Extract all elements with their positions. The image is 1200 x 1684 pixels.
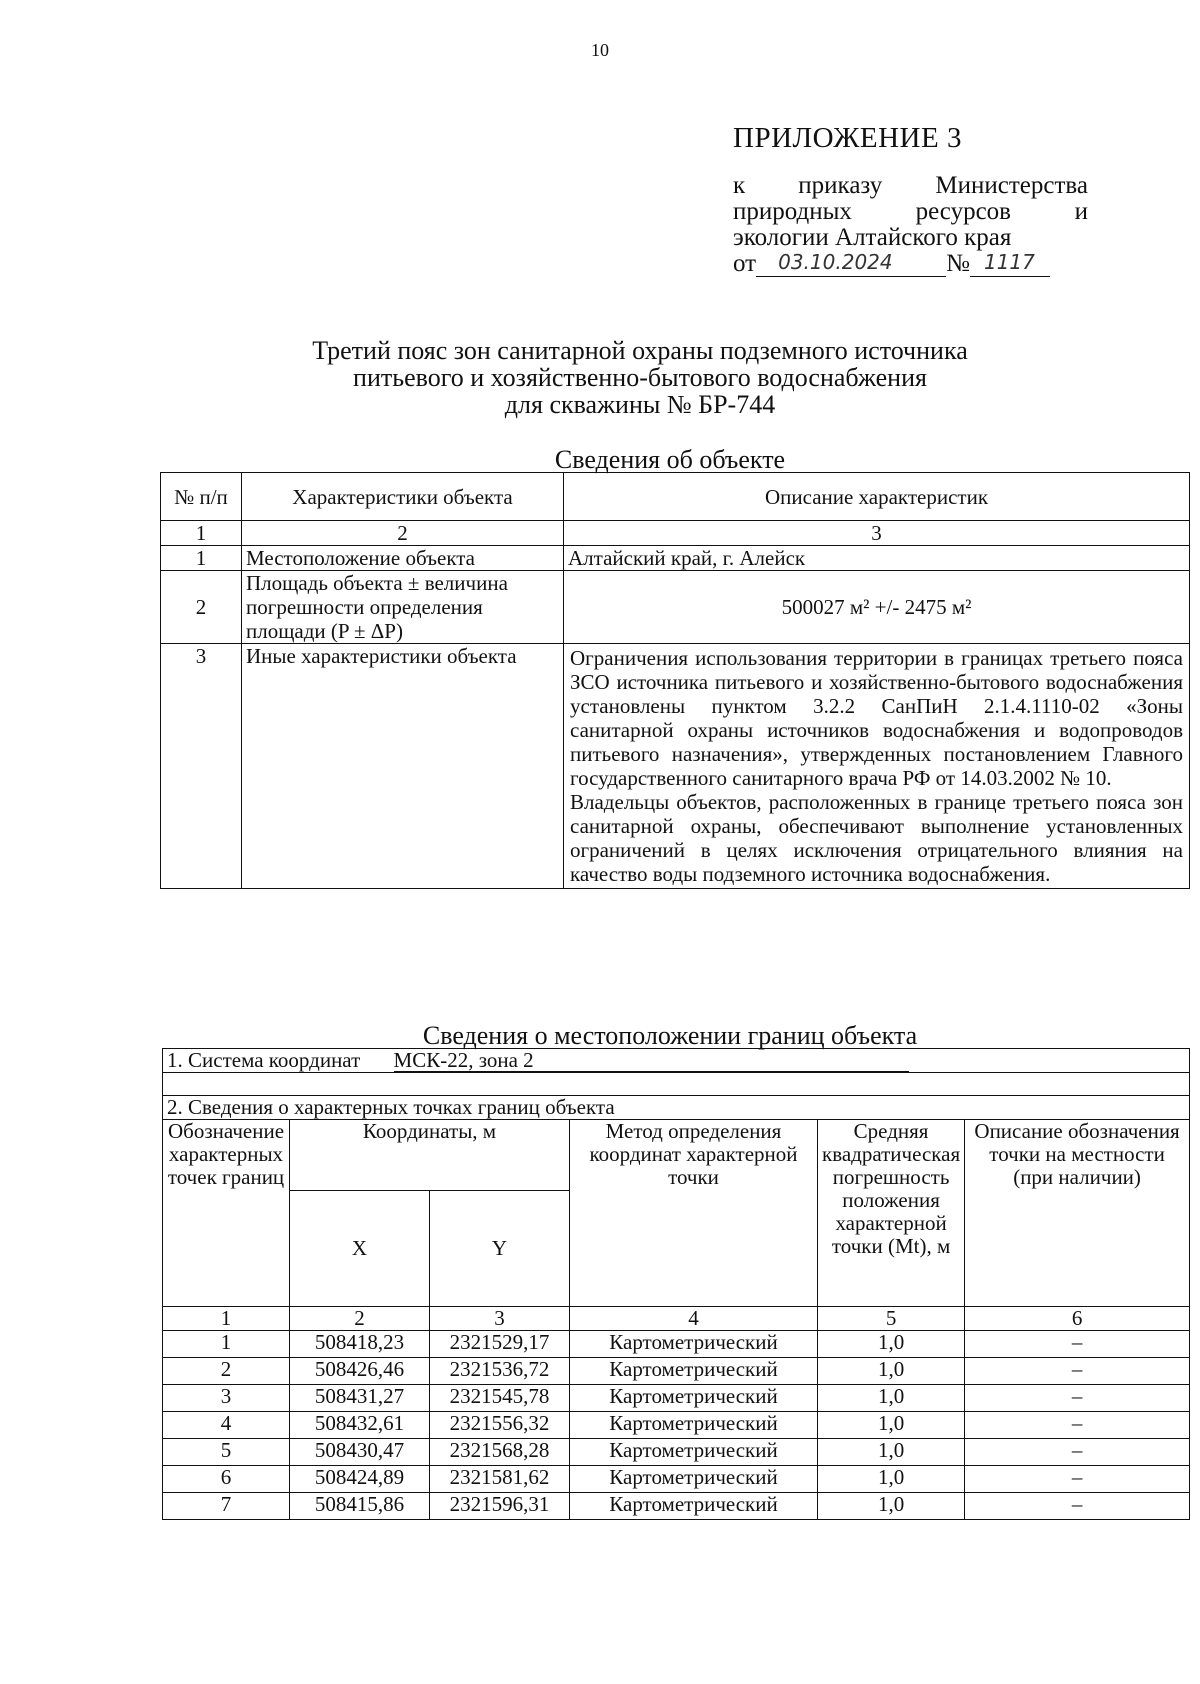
date-field [756, 252, 946, 277]
from-label: от [733, 250, 757, 277]
point-description: – [965, 1439, 1190, 1466]
appendix-line-2 [733, 199, 1088, 225]
point-id: 3 [163, 1385, 290, 1412]
row-desc: 500027 м² +/- 2475 м² [564, 571, 1190, 644]
appendix-word: Министерства [935, 172, 1088, 199]
point-y: 2321536,72 [430, 1358, 570, 1385]
header-cell: Описание характеристик [564, 473, 1190, 521]
appendix-word: и [1074, 198, 1088, 225]
header-number: 2 [290, 1307, 430, 1331]
point-error: 1,0 [818, 1385, 965, 1412]
appendix-word: к [733, 172, 746, 199]
point-description: – [965, 1385, 1190, 1412]
coord-system-row [163, 1049, 1190, 1073]
object-info-title: Сведения об объекте [554, 445, 786, 474]
appendix-line-3: экологии Алтайского края [733, 224, 1012, 251]
appendix-signature-line [733, 251, 1088, 277]
point-description: – [965, 1331, 1190, 1358]
appendix-word: приказу [798, 172, 883, 199]
boundary-points-table [162, 1048, 1190, 1520]
table-row [161, 546, 1190, 571]
point-description: – [965, 1412, 1190, 1439]
boundary-info-title: Сведения о местоположении границ объекта [422, 1021, 918, 1050]
header-number: 3 [430, 1307, 570, 1331]
row-number: 3 [161, 644, 242, 889]
handwritten-number: 1117 [983, 250, 1035, 274]
point-error: 1,0 [818, 1412, 965, 1439]
page-number: 10 [591, 40, 609, 60]
header-number: 1 [161, 521, 242, 546]
point-method: Картометрический [570, 1466, 818, 1493]
header-cell: Характеристики объекта [242, 473, 564, 521]
appendix-word: ресурсов [915, 198, 1011, 225]
point-id: 2 [163, 1358, 290, 1385]
coord-system-value: МСК-22, зона 2 [394, 1049, 909, 1072]
points-body [163, 1331, 1190, 1520]
table-row [161, 644, 1190, 889]
desc-paragraph: Владельцы объектов, расположенных в границе третьего пояса зон санитарной охраны, обеспечивают выполнение установленных ограничений в целях исключения отрицательного влияния на качество воды подземного источника водоснабжения. [570, 790, 1183, 886]
points-label-row [163, 1096, 1190, 1120]
header-number: 5 [818, 1307, 965, 1331]
row-name: Иные характеристики объекта [242, 644, 564, 889]
point-x: 508431,27 [290, 1385, 430, 1412]
spacer-row [163, 1073, 1190, 1096]
number-field [970, 252, 1050, 277]
point-description: – [965, 1358, 1190, 1385]
header-cell: № п/п [161, 473, 242, 521]
appendix-line-1 [733, 173, 1088, 199]
table-row [163, 1466, 1190, 1493]
point-y: 2321556,32 [430, 1412, 570, 1439]
row-desc [564, 644, 1190, 889]
row-number: 2 [161, 571, 242, 644]
point-error: 1,0 [818, 1439, 965, 1466]
point-y: 2321545,78 [430, 1385, 570, 1412]
point-method: Картометрический [570, 1439, 818, 1466]
point-error: 1,0 [818, 1331, 965, 1358]
table-row [163, 1358, 1190, 1385]
table-row [163, 1439, 1190, 1466]
table-row [163, 1331, 1190, 1358]
appendix-title: ПРИЛОЖЕНИЕ 3 [733, 122, 962, 154]
table-number-row [163, 1307, 1190, 1331]
point-y: 2321529,17 [430, 1331, 570, 1358]
document-title-line: для скважины № БР-744 [504, 390, 776, 419]
header-number: 1 [163, 1307, 290, 1331]
point-y: 2321596,31 [430, 1493, 570, 1520]
table-header-row [161, 473, 1190, 521]
point-method: Картометрический [570, 1331, 818, 1358]
point-method: Картометрический [570, 1385, 818, 1412]
coord-system-cell [163, 1049, 1190, 1073]
coord-system-label: 1. Система координат [167, 1048, 361, 1072]
table-row [161, 571, 1190, 644]
row-name: Местоположение объекта [242, 546, 564, 571]
point-x: 508418,23 [290, 1331, 430, 1358]
point-error: 1,0 [818, 1358, 965, 1385]
point-x: 508415,86 [290, 1493, 430, 1520]
row-desc: Алтайский край, г. Алейск [564, 546, 1190, 571]
header-y: Y [430, 1191, 570, 1307]
point-id: 1 [163, 1331, 290, 1358]
desc-paragraph: Ограничения использования территории в границах третьего пояса ЗСО источника питьевого и хозяйственно-бытового водоснабжения установлены пунктом 3.2.2 СанПиН 2.1.4.1110-02 «Зоны санитарной охраны источников водоснабжения и водопроводов питьевого назначения», утвержденных постановлением Главного государственного санитарного врача РФ от 14.03.2002 № 10. [570, 646, 1183, 790]
point-id: 5 [163, 1439, 290, 1466]
point-error: 1,0 [818, 1493, 965, 1520]
header-coords: Координаты, м [290, 1120, 570, 1191]
handwritten-date: 03.10.2024 [778, 250, 893, 274]
point-error: 1,0 [818, 1466, 965, 1493]
point-description: – [965, 1466, 1190, 1493]
document-title [200, 337, 1080, 418]
point-method: Картометрический [570, 1358, 818, 1385]
point-id: 4 [163, 1412, 290, 1439]
header-method: Метод определения координат характерной точки [570, 1120, 818, 1307]
appendix-word: природных [733, 198, 852, 225]
number-label: № [946, 250, 970, 277]
point-method: Картометрический [570, 1412, 818, 1439]
point-x: 508430,47 [290, 1439, 430, 1466]
header-description: Описание обозначения точки на местности (при наличии) [965, 1120, 1190, 1307]
header-designation: Обозначение характерных точек границ [163, 1120, 290, 1307]
spacer-cell [163, 1073, 1190, 1096]
row-number: 1 [161, 546, 242, 571]
table-row [163, 1412, 1190, 1439]
table-row [163, 1493, 1190, 1520]
table-row [163, 1385, 1190, 1412]
header-number: 6 [965, 1307, 1190, 1331]
header-number: 3 [564, 521, 1190, 546]
point-y: 2321568,28 [430, 1439, 570, 1466]
header-number: 2 [242, 521, 564, 546]
header-x: X [290, 1191, 430, 1307]
point-method: Картометрический [570, 1493, 818, 1520]
point-x: 508424,89 [290, 1466, 430, 1493]
row-name: Площадь объекта ± величина погрешности определения площади (P ± ΔP) [242, 571, 564, 644]
header-error: Средняя квадратическая погрешность положения характерной точки (Mt), м [818, 1120, 965, 1307]
table-header-row [163, 1120, 1190, 1191]
point-id: 6 [163, 1466, 290, 1493]
point-x: 508432,61 [290, 1412, 430, 1439]
object-info-table [160, 472, 1190, 889]
header-number: 4 [570, 1307, 818, 1331]
point-id: 7 [163, 1493, 290, 1520]
points-label: 2. Сведения о характерных точках границ объекта [163, 1096, 1190, 1120]
document-title-line: Третий пояс зон санитарной охраны подземного источника [312, 336, 968, 365]
point-y: 2321581,62 [430, 1466, 570, 1493]
point-description: – [965, 1493, 1190, 1520]
point-x: 508426,46 [290, 1358, 430, 1385]
table-number-row [161, 521, 1190, 546]
document-title-line: питьевого и хозяйственно-бытового водоснабжения [353, 363, 927, 392]
